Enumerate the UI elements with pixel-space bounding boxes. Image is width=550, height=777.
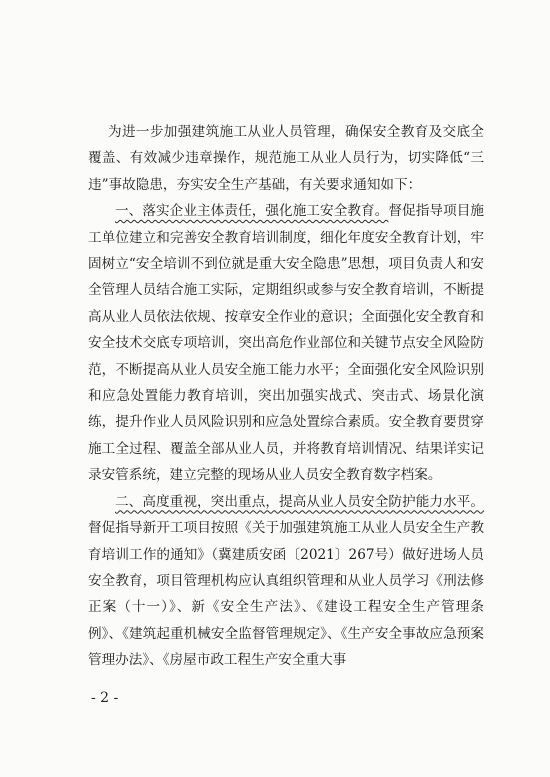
document-body — [88, 119, 484, 674]
section1-paragraph — [88, 198, 484, 488]
section2-heading: 二、高度重视，突出重点，提高从业人员安全防护能力水平。 — [115, 493, 484, 510]
section1-body: 督促指导项目施工单位建立和完善安全教育培训制度，细化年度安全教育计划，牢固树立“安全培训不到位就是重大安全隐患”思想，项目负责人和安全管理人员结合施工实际，定期组织或参与安全教育培训，不断提高从业人员依法依规、按章安全作业的意识；全面强化安全教育和安全技术交底专项培训，突出高危作业部位和关键节点安全风险防范，不断提高从业人员安全施工能力水平；全面强化安全风险识别和应急处置能力教育培训，突出加强实战式、突击式、场景化演练，提升作业人员风险识别和应急处置综合素质。安全教育要贯穿施工全过程、覆盖全部从业人员，并将教育培训情况、结果详实记录安管系统，建立完整的现场从业人员安全教育数字档案。 — [88, 203, 485, 484]
intro-paragraph — [88, 119, 484, 198]
section2-paragraph — [88, 489, 484, 674]
section2-body: 督促指导新开工项目按照《关于加强建筑施工从业人员安全生产教育培训工作的通知》（冀建质安函〔2021〕267号）做好进场人员安全教育，项目管理机构应认真组织管理和从业人员学习《刑法修正案（十一）》、新《安全生产法》、《建设工程安全生产管理条例》、《建筑起重机械安全监督管理规定》、《生产安全事故应急预案管理办法》、《房屋市政工程生产安全重大事 — [88, 520, 484, 669]
section1-heading: 一、落实企业主体责任，强化施工安全教育。 — [115, 203, 389, 220]
page-number: - 2 - — [91, 690, 119, 706]
intro-text: 为进一步加强建筑施工从业人员管理，确保安全教育及交底全覆盖、有效减少违章操作，规范施工从业人员行为，切实降低“三违”事故隐患，夯实安全生产基础，有关要求通知如下： — [88, 124, 484, 193]
